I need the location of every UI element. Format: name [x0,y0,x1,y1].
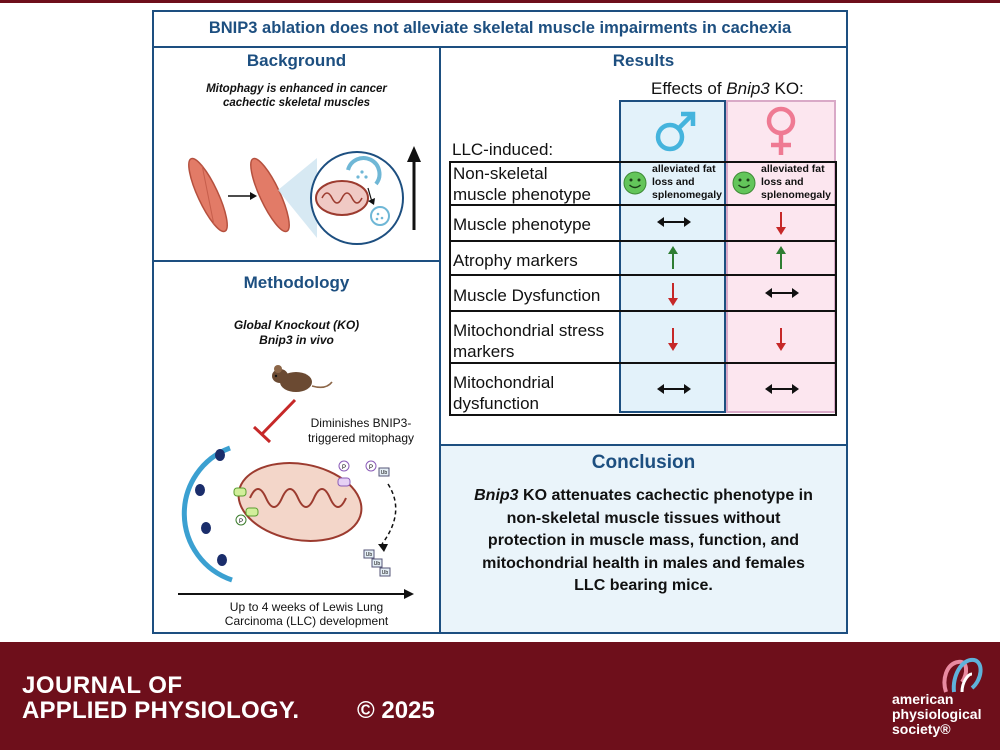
table-border [449,414,837,416]
background-caption-line2: cachectic skeletal muscles [222,97,371,109]
table-border [835,161,837,416]
society-logo-icon [938,652,988,696]
society-name-line1: american [892,691,954,707]
table-border [449,310,837,312]
conclusion-line: protection in muscle mass, function, and [487,532,800,549]
methodology-heading: Methodology [243,273,350,292]
timeline-label-line2: Carcinoma (LLC) development [224,614,389,628]
row-label: Non-skeletal [453,164,548,183]
conclusion-text [439,485,848,598]
methodology-subtitle-line1: Global Knockout (KO) [233,318,360,332]
results-heading: Results [612,51,675,70]
table-border [449,161,451,416]
no-change-arrow-icon [764,286,800,300]
inhibition-icon [262,400,295,434]
background-illustration [152,110,441,260]
background-caption-line1: Mitophagy is enhanced in cancer [206,83,387,95]
society-name-line2: physiological [892,706,982,722]
male-effect-text: splenomegaly [652,189,723,201]
background-heading: Background [246,51,347,70]
no-change-arrow-icon [656,382,692,396]
table-border [449,274,837,276]
inhibit-label-line2: triggered mitophagy [307,431,415,445]
female-effect-text: loss and [761,176,804,188]
conclusion-heading: Conclusion [591,452,696,473]
female-effect-text: splenomegaly [761,189,832,201]
page-title: BNIP3 ablation does not alleviate skeletal muscle impairments in cachexia [208,19,792,37]
conclusion-line: non-skeletal muscle tissues without [506,509,781,527]
male-effect-text: alleviated fat [652,163,716,175]
increase-arrow-icon [666,245,680,271]
male-symbol-icon [650,107,700,157]
table-border [449,240,837,242]
conclusion-line: Bnip3 KO attenuates cachectic phenotype in [474,487,813,504]
no-change-arrow-icon [764,382,800,396]
smiley-icon [731,170,757,196]
row-label: Atrophy markers [453,251,578,270]
no-change-arrow-icon [656,215,692,229]
row-label: Mitochondrial [453,373,555,392]
llc-induced-label: LLC-induced: [452,140,554,159]
svg-text:P: P [341,465,347,471]
female-effect-text: alleviated fat [761,163,825,175]
increase-arrow-icon [774,245,788,271]
male-effect-text: loss and [652,176,695,188]
table-border [449,362,837,364]
decrease-arrow-icon [774,326,788,352]
conclusion-line: mitochondrial health in males and females [482,554,805,572]
society-name-line3: society® [892,721,951,737]
decrease-arrow-icon [666,281,680,307]
row-label: muscle phenotype [453,185,591,204]
journal-name-line1: JOURNAL OF [22,672,183,699]
mouse-icon [272,365,332,392]
copyright-text: © 2025 [357,697,435,724]
journal-name-line2: APPLIED PHYSIOLOGY. [22,697,300,724]
row-label: Muscle phenotype [453,215,591,234]
methodology-subtitle-line2: Bnip3 in vivo [259,333,334,347]
svg-text:Ub: Ub [373,561,381,567]
inhibit-label-line1: Diminishes BNIP3- [310,416,412,430]
row-label: Muscle Dysfunction [453,286,601,305]
row-label: markers [453,342,515,361]
svg-text:Ub: Ub [381,570,389,576]
svg-text:Ub: Ub [380,470,388,476]
svg-text:Ub: Ub [365,552,373,558]
smiley-icon [622,170,648,196]
decrease-arrow-icon [774,210,788,236]
ubiquitination-arrow-icon [382,484,396,544]
female-symbol-icon [759,103,803,159]
methodology-illustration [152,360,441,600]
effects-label: Effects of Bnip3 KO: [651,79,804,98]
row-label: dysfunction [453,394,539,413]
top-band [0,0,1000,3]
timeline-label-line1: Up to 4 weeks of Lewis Lung [229,600,384,614]
decrease-arrow-icon [666,326,680,352]
svg-text:P: P [368,465,374,471]
row-label: Mitochondrial stress [453,321,605,340]
conclusion-line: LLC bearing mice. [574,577,713,594]
svg-text:P: P [238,519,244,525]
